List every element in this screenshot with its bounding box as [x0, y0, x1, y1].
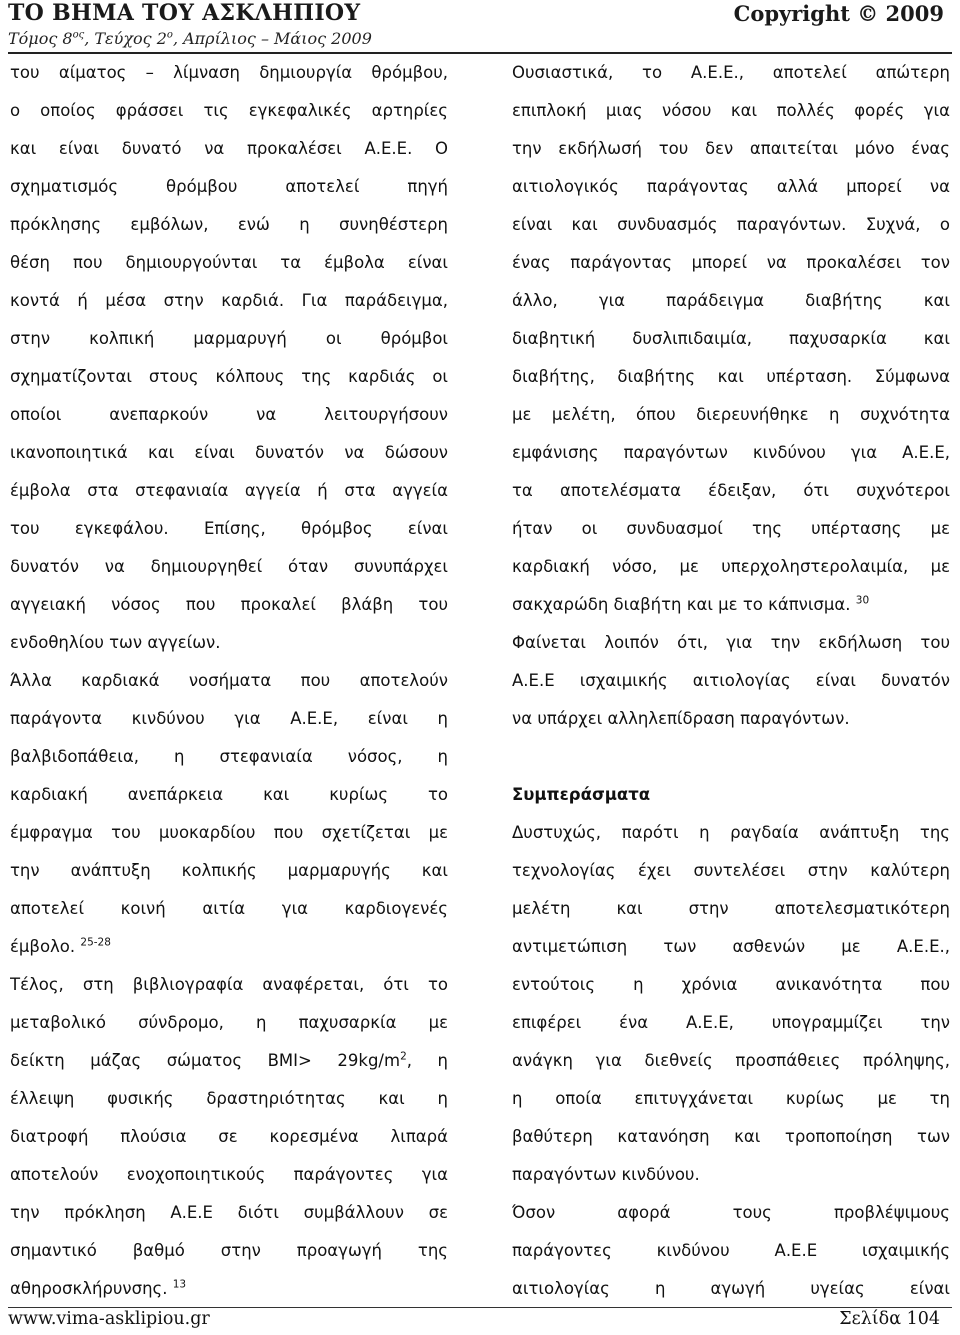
- paragraph-line: Ουσιαστικά, το Α.Ε.Ε., αποτελεί απώτερη: [512, 63, 950, 82]
- bmi-text-end: , η: [406, 1051, 448, 1070]
- paragraph-line: σχηματισμός θρόμβου αποτελεί πηγή: [10, 177, 448, 196]
- paragraph-line: η οποία επιτυγχάνεται κυρίως με τη: [512, 1089, 950, 1108]
- paragraph-line: αποτελεί κοινή αιτία για καρδιογενές: [10, 899, 448, 918]
- paragraph-line: βαθύτερη κατανόηση και τροποποίηση των: [512, 1127, 950, 1146]
- paragraph-line: αιτιολογίας η αγωγή υγείας είναι: [512, 1279, 950, 1298]
- paragraph-line: άλλο, για παράδειγμα διαβήτης και: [512, 291, 950, 310]
- paragraph-line: παράγοντα κινδύνου για Α.Ε.Ε, είναι η: [10, 709, 448, 728]
- paragraph-line: ο οποίος φράσσει τις εγκεφαλικές αρτηρίες: [10, 101, 448, 120]
- left-paragraph-3: [10, 966, 448, 1308]
- left-paragraph-1: [10, 54, 448, 662]
- paragraph-line: βαλβιδοπάθεια, η στεφανιαία νόσος, η: [10, 747, 448, 766]
- paragraph-line: Α.Ε.Ε ισχαιμικής αιτιολογίας είναι δυνατόν: [512, 671, 950, 690]
- paragraph-line: έμβολο. $^{25-28}$: [10, 936, 111, 956]
- paragraph-line: στην κολπική μαρμαρυγή οι θρόμβοι: [10, 329, 448, 348]
- left-column: [10, 54, 448, 1304]
- paragraph-line: Τέλος, στη βιβλιογραφία αναφέρεται, ότι το: [10, 975, 448, 994]
- paragraph-line: την πρόκληση Α.Ε.Ε διότι συμβάλλουν σε: [10, 1203, 448, 1222]
- paragraph-line: Φαίνεται λοιπόν ότι, για την εκδήλωση του: [512, 633, 950, 652]
- paragraph-line: διαβήτης, διαβήτης και υπέρταση. Σύμφωνα: [512, 367, 950, 386]
- paragraph-line: αγγειακή νόσος που προκαλεί βλάβη του: [10, 595, 448, 614]
- paragraph-line: ένας παράγοντας μπορεί να προκαλέσει τον: [512, 253, 950, 272]
- paragraph-line: την ανάπτυξη κολπικής μαρμαρυγής και: [10, 861, 448, 880]
- issue-number: , Τεύχος 2: [84, 29, 167, 48]
- paragraph-line: σημαντικό βαθμό στην προαγωγή της: [10, 1241, 448, 1260]
- paragraph-line: την εκδήλωσή του δεν απαιτείται μόνο ένας: [512, 139, 950, 158]
- right-paragraph-1: [512, 54, 950, 624]
- paragraph-line: αποτελούν ενοχοποιητικούς παράγοντες για: [10, 1165, 448, 1184]
- paragraph-line: έμφραγμα του μυοκαρδίου που σχετίζεται με: [10, 823, 448, 842]
- paragraph-line: και είναι δυνατό να προκαλέσει Α.Ε.Ε. Ο: [10, 139, 448, 158]
- left-paragraph-2: [10, 662, 448, 966]
- paragraph-line: παραγόντων κινδύνου.: [512, 1165, 700, 1184]
- right-paragraph-4: [512, 1194, 950, 1308]
- paragraph-line: κοντά ή μέσα στην καρδιά. Για παράδειγμα,: [10, 291, 448, 310]
- footer-page-number: Σελίδα 104: [839, 1309, 940, 1329]
- paragraph-line: αιτιολογικός παράγοντας αλλά μπορεί να: [512, 177, 950, 196]
- paragraph-line: οποίοι ανεπαρκούν να λειτουργήσουν: [10, 405, 448, 424]
- paragraph-line: αντιμετώπιση των ασθενών με Α.Ε.Ε.,: [512, 937, 950, 956]
- bmi-text: δείκτη μάζας σώματος ΒΜΙ> 29kg/m: [10, 1051, 401, 1070]
- paragraph-line: καρδιακή νόσο, με υπερχοληστερολαιμία, με: [512, 557, 950, 576]
- paragraph-line: σακχαρώδη διαβήτη και με το κάπνισμα. $^{30}$: [512, 594, 870, 614]
- paragraph-line: τεχνολογίας έχει συντελέσει στην καλύτερη: [512, 861, 950, 880]
- paragraph-line: του αίματος – λίμναση δημιουργία θρόμβου,: [10, 63, 448, 82]
- journal-title: ΤΟ ΒΗΜΑ ΤΟΥ ΑΣΚΛΗΠΙΟΥ: [8, 0, 361, 26]
- citation-reference: 25-28: [80, 936, 111, 949]
- citation-reference: 13: [172, 1278, 187, 1291]
- paragraph-line: έμβολα στα στεφανιαία αγγεία ή στα αγγεία: [10, 481, 448, 500]
- right-column: [512, 54, 950, 1304]
- issue-number-suffix: ο: [166, 29, 173, 41]
- citation-reference: 30: [855, 594, 870, 607]
- issue-volume: Τόμος 8: [8, 29, 73, 48]
- paragraph-line: έλλειψη φυσικής δραστηριότητας και η: [10, 1089, 448, 1108]
- paragraph-line: ήταν οι συνδυασμοί της υπέρτασης με: [512, 519, 950, 538]
- paragraph-line: να υπάρχει αλληλεπίδραση παραγόντων.: [512, 709, 850, 728]
- paragraph-line: εντούτοις η χρόνια ανικανότητα που: [512, 975, 950, 994]
- paragraph-line: παράγοντες κινδύνου Α.Ε.Ε ισχαιμικής: [512, 1241, 950, 1260]
- paragraph-line: εμφάνισης παραγόντων κινδύνου για Α.Ε.Ε,: [512, 443, 950, 462]
- paragraph-line: μελέτη και στην αποτελεσματικότερη: [512, 899, 950, 918]
- paragraph-line: [10, 1042, 448, 1080]
- conclusions-heading: Συμπεράσματα: [512, 785, 651, 804]
- copyright-notice: Copyright © 2009: [733, 1, 944, 26]
- paragraph-line: σχηματίζονται στους κόλπους της καρδιάς οι: [10, 367, 448, 386]
- paragraph-line: καρδιακή ανεπάρκεια και κυρίως το: [10, 785, 448, 804]
- paragraph-line: δυνατόν να δημιουργηθεί όταν συνυπάρχει: [10, 557, 448, 576]
- page-header: [0, 0, 960, 54]
- paragraph-line: επιπλοκή μιας νόσου και πολλές φορές για: [512, 101, 950, 120]
- paragraph-line: αθηροσκλήρυνσης. $^{13}$: [10, 1278, 187, 1298]
- paragraph-line: με μελέτη, όπου διερευνήθηκε η συχνότητα: [512, 405, 950, 424]
- paragraph-line: διατροφή πλούσια σε κορεσμένα λιπαρά: [10, 1127, 448, 1146]
- paragraph-line: ικανοποιητικά και είναι δυνατόν να δώσουν: [10, 443, 448, 462]
- paragraph-line: πρόκλησης εμβόλων, ενώ η συνηθέστερη: [10, 215, 448, 234]
- paragraph-line: διαβητική δυσλιπιδαιμία, παχυσαρκία και: [512, 329, 950, 348]
- paragraph-line: Δυστυχώς, παρότι η ραγδαία ανάπτυξη της: [512, 823, 950, 842]
- paragraph-line: επιφέρει ένα Α.Ε.Ε, υπογραμμίζει την: [512, 1013, 950, 1032]
- left-paragraph-3-rest: [10, 1080, 448, 1308]
- paragraph-line: ανάγκη για διεθνείς προσπάθειες πρόληψης,: [512, 1051, 950, 1070]
- paragraph-line: του εγκεφάλου. Επίσης, θρόμβος είναι: [10, 519, 448, 538]
- paragraph-line: θέση που δημιουργούνται τα έμβολα είναι: [10, 253, 448, 272]
- journal-issue: [8, 29, 372, 48]
- footer-divider: [8, 1307, 952, 1308]
- issue-period: , Απρίλιος – Μάιος 2009: [172, 29, 372, 48]
- right-paragraph-3: [512, 814, 950, 1194]
- paragraph-line: τα αποτελέσματα έδειξαν, ότι συχνότεροι: [512, 481, 950, 500]
- paragraph-line: Άλλα καρδιακά νοσήματα που αποτελούν: [10, 671, 448, 690]
- paragraph-line: μεταβολικό σύνδρομο, η παχυσαρκία με: [10, 1013, 448, 1032]
- paragraph-line: είναι και συνδυασμός παραγόντων. Συχνά, ο: [512, 215, 950, 234]
- footer-website-link[interactable]: www.vima-asklipiou.gr: [8, 1309, 210, 1329]
- issue-volume-suffix: ος: [72, 29, 85, 41]
- right-paragraph-2: [512, 624, 950, 738]
- paragraph-line: Όσον αφορά τους προβλέψιμους: [512, 1203, 950, 1222]
- paragraph-line: ενδοθηλίου των αγγείων.: [10, 633, 221, 652]
- squared-superscript: 2: [400, 1050, 407, 1063]
